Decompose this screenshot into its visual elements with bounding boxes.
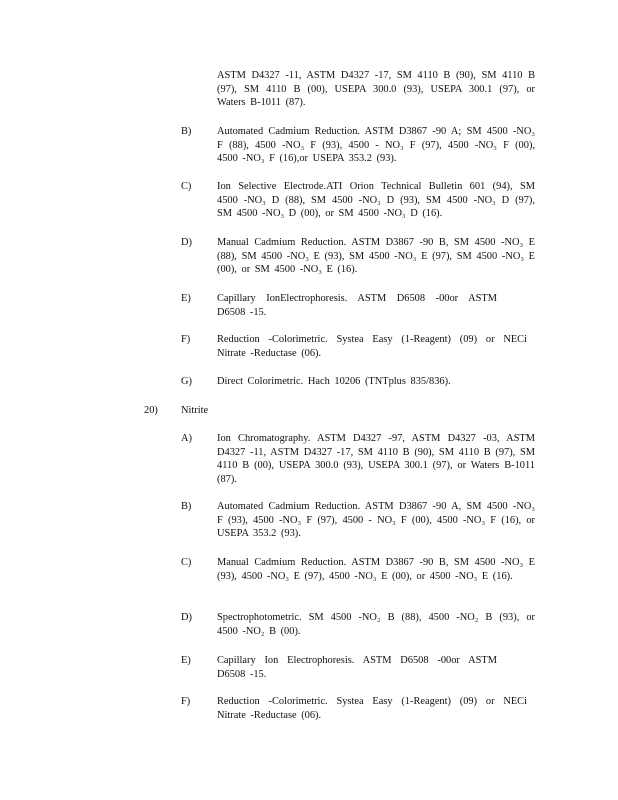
item-letter: C) — [181, 181, 192, 192]
item-text: Automated Cadmium Reduction. ASTM D3867 -90 A, SM 4500 -NO₃ F (93), 4500 -NO₃ F (97), 4500 - NO₃ F (00), 4500 -NO₃ F (16), or USEPA 353.2 (93). — [217, 501, 535, 539]
item-text: Ion Selective Electrode.ATI Orion Technical Bulletin 601 (94), SM 4500 -NO₃ D (88), SM 4500 -NO₃ D (93), SM 4500 -NO₃ D (97), SM 4500 -NO₃ D (00), or SM 4500 -NO₃ D (16). — [217, 181, 535, 219]
section-title: Nitrite — [181, 405, 209, 416]
item-text: Direct Colorimetric. Hach 10206 (TNTplus 835/836). — [217, 376, 451, 387]
item-letter: C) — [181, 557, 192, 568]
item-letter: A) — [181, 433, 192, 444]
item-letter: B) — [181, 126, 192, 137]
item-text: Capillary Ion Electrophoresis. ASTM D6508 -00or ASTM D6508 -15. — [217, 655, 497, 680]
continuation-text: ASTM D4327 -11, ASTM D4327 -17, SM 4110 B (90), SM 4110 B (97), SM 4110 B (00), USEPA 300.0 (93), USEPA 300.1 (97), or Waters B-1011 (87). — [217, 70, 535, 108]
item-text: Reduction -Colorimetric. Systea Easy (1-Reagent) (09) or NECi Nitrate -Reductase (06). — [217, 696, 527, 721]
item-text: Ion Chromatography. ASTM D4327 -97, ASTM D4327 -03, ASTM D4327 -11, ASTM D4327 -17, SM 4110 B (90), SM 4110 B (97), SM 4110 B (00), USEPA 300.0 (93), USEPA 300.1 (97), or Waters B-1011 (87). — [217, 433, 535, 485]
item-letter: D) — [181, 612, 192, 623]
item-text: Manual Cadmium Reduction. ASTM D3867 -90 B, SM 4500 -NO₃ E (93), 4500 -NO₃ E (97), 4500 -NO₃ E (00), or 4500 -NO₃ E (16). — [217, 557, 535, 582]
item-text: Capillary IonElectrophoresis. ASTM D6508 -00or ASTM D6508 -15. — [217, 293, 497, 318]
item-text: Spectrophotometric. SM 4500 -NO₂ B (88), 4500 -NO₂ B (93), or 4500 -NO₂ B (00). — [217, 612, 535, 637]
item-text: Manual Cadmium Reduction. ASTM D3867 -90 B, SM 4500 -NO₃ E (88), SM 4500 -NO₃ E (93), SM 4500 -NO₃ E (97), SM 4500 -NO₃ E (00), or SM 4500 -NO₃ E (16). — [217, 237, 535, 275]
item-letter: E) — [181, 293, 191, 304]
section-number: 20) — [144, 405, 158, 416]
item-letter: B) — [181, 501, 192, 512]
item-text: Reduction -Colorimetric. Systea Easy (1-Reagent) (09) or NECi Nitrate -Reductase (06). — [217, 334, 527, 359]
item-text: Automated Cadmium Reduction. ASTM D3867 -90 A; SM 4500 -NO₃ F (88), 4500 -NO₃ F (93), 4500 - NO₃ F (97), 4500 -NO₃ F (00), 4500 -NO₃ F (16),or USEPA 353.2 (93). — [217, 126, 535, 164]
item-letter: D) — [181, 237, 192, 248]
item-letter: G) — [181, 376, 192, 387]
item-letter: E) — [181, 655, 191, 666]
item-letter: F) — [181, 334, 191, 345]
item-letter: F) — [181, 696, 191, 707]
